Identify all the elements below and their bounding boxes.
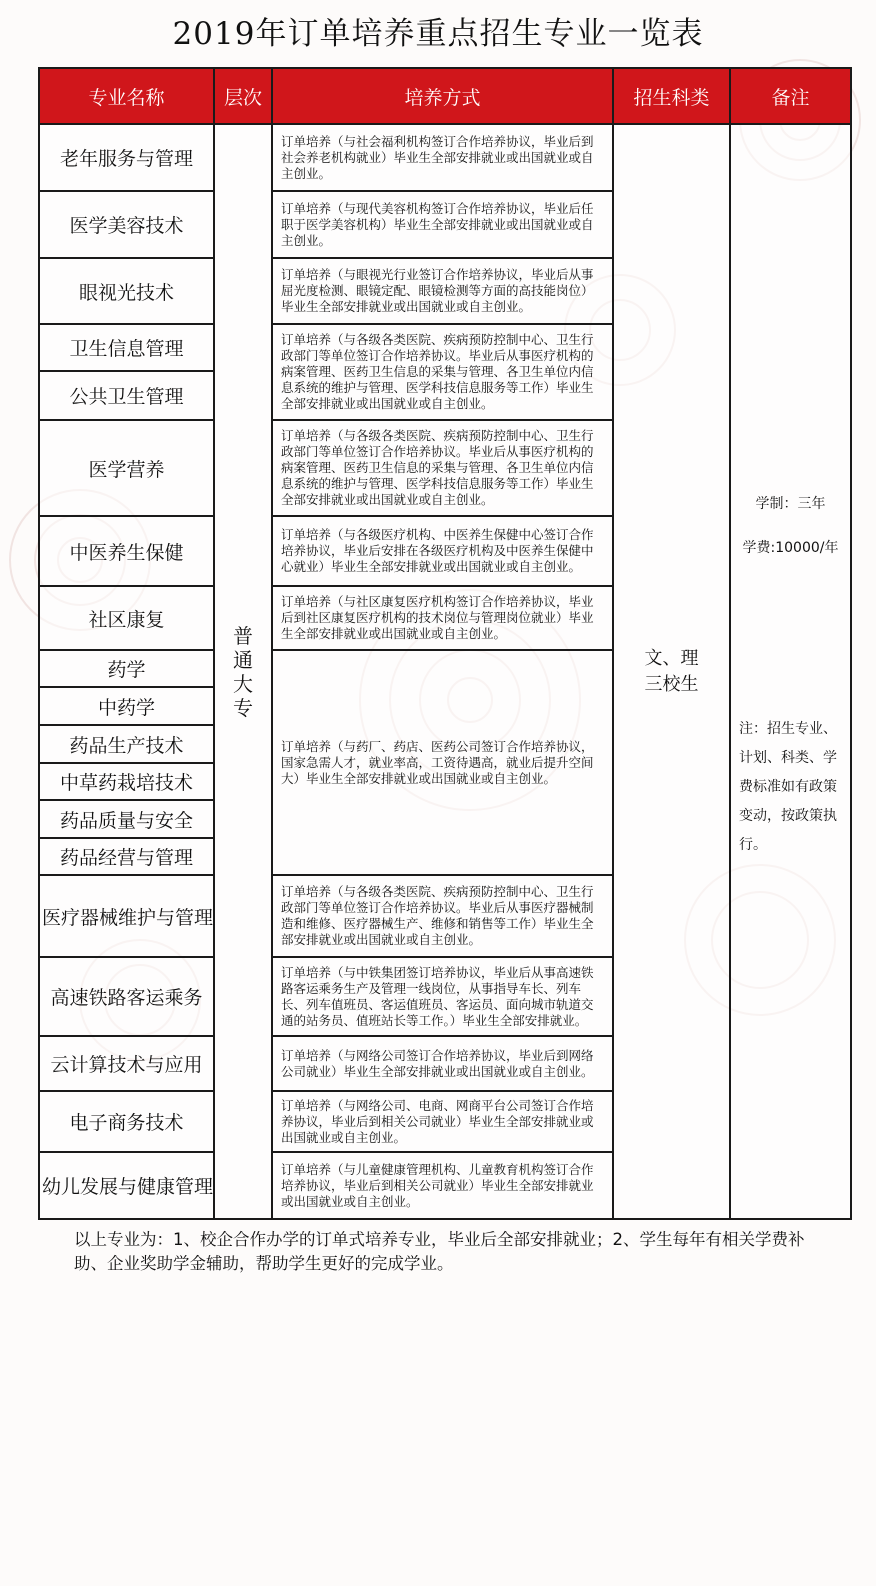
footnote: 以上专业为：1、校企合作办学的订单式培养专业，毕业后全部安排就业；2、学生每年有相关学费补助、企业奖助学金辅助，帮助学生更好的完成学业。 [74,1230,805,1273]
table-row [39,124,851,191]
table-header-row [39,68,851,124]
header-method: 培养方式 [272,68,613,124]
training-method: 订单培养（与眼视光行业签订合作培养协议，毕业后从事屈光度检测、眼镜定配、眼镜检测等方面的高技能岗位）毕业生全部安排就业或出国就业或自主创业。 [272,258,613,324]
header-remark: 备注 [730,68,851,124]
category-cell [613,124,730,1219]
major-name: 药学 [39,650,214,687]
training-method: 订单培养（与儿童健康管理机构、儿童教育机构签订合作培养协议，毕业后到相关公司就业）毕业生全部安排就业或出国就业或自主创业。 [272,1152,613,1219]
training-method: 订单培养（与中铁集团签订培养协议，毕业后从事高速铁路客运乘务生产及管理一线岗位，从事指导车长、列车长、列车值班员、客运值班员、客运员、面向城市轨道交通的站务员、值班站长等工作。）毕业生全部安排就业。 [272,957,613,1036]
majors-table [38,67,852,1220]
training-method: 订单培养（与各级各类医院、疾病预防控制中心、卫生行政部门等单位签订合作培养协议。毕业后从事医疗机构的病案管理、医药卫生信息的采集与管理、各卫生单位内信息系统的维护与管理、医学科技信息服务等工作）毕业生全部安排就业或出国就业或自主创业。 [272,324,613,420]
training-method: 订单培养（与各级各类医院、疾病预防控制中心、卫生行政部门等单位签订合作培养协议。毕业后从事医疗器械制造和维修、医疗器械生产、维修和销售等工作）毕业生全部安排就业或出国就业或自主创业。 [272,875,613,957]
training-method: 订单培养（与药厂、药店、医药公司签订合作培养协议，国家急需人才，就业率高，工资待遇高，就业后提升空间大）毕业生全部安排就业或出国就业或自主创业。 [272,650,613,875]
training-method: 订单培养（与各级医疗机构、中医养生保健中心签订合作培养协议，毕业后安排在各级医疗机构及中医养生保健中心就业）毕业生全部安排就业或出国就业或自主创业。 [272,516,613,586]
remark-duration: 学制：三年 [755,496,826,512]
major-name: 社区康复 [39,586,214,650]
major-name: 幼儿发展与健康管理 [39,1152,214,1219]
major-name: 高速铁路客运乘务 [39,957,214,1036]
major-name: 中药学 [39,687,214,725]
major-name: 医学美容技术 [39,191,214,258]
major-name: 公共卫生管理 [39,371,214,420]
training-method: 订单培养（与网络公司签订合作培养协议，毕业后到网络公司就业）毕业生全部安排就业或出国就业或自主创业。 [272,1036,613,1091]
training-method: 订单培养（与各级各类医院、疾病预防控制中心、卫生行政部门等单位签订合作培养协议。毕业后从事医疗机构的病案管理、医药卫生信息的采集与管理、各卫生单位内信息系统的维护与管理、医学科技信息服务等工作）毕业生全部安排就业或出国就业或自主创业。 [272,420,613,516]
header-level: 层次 [214,68,272,124]
major-name: 医学营养 [39,420,214,516]
remark-fee: 学费:10000/年 [742,540,839,556]
major-name: 电子商务技术 [39,1091,214,1152]
training-method: 订单培养（与现代美容机构签订合作培养协议，毕业后任职于医学美容机构）毕业生全部安排就业或出国就业或自主创业。 [272,191,613,258]
major-name: 云计算技术与应用 [39,1036,214,1091]
major-name: 眼视光技术 [39,258,214,324]
level-cell [214,124,272,1219]
major-name: 医疗器械维护与管理 [39,875,214,957]
major-name: 药品质量与安全 [39,800,214,838]
training-method: 订单培养（与社会福利机构签订合作培养协议，毕业后到社会养老机构就业）毕业生全部安排就业或出国就业或自主创业。 [272,124,613,191]
major-name: 老年服务与管理 [39,124,214,191]
major-name: 中草药栽培技术 [39,763,214,800]
remark-cell [730,124,851,1219]
major-name: 卫生信息管理 [39,324,214,371]
remark-note: 注：招生专业、计划、科类、学费标准如有政策变动，按政策执行。 [739,721,837,853]
training-method: 订单培养（与网络公司、电商、网商平台公司签订合作培养协议，毕业后到相关公司就业）毕业生全部安排就业或出国就业或自主创业。 [272,1091,613,1152]
major-name: 中医养生保健 [39,516,214,586]
page-title: 2019年订单培养重点招生专业一览表 [172,16,704,52]
category-text: 文、理 三校生 [644,647,699,695]
training-method: 订单培养（与社区康复医疗机构签订合作培养协议，毕业后到社区康复医疗机构的技术岗位与管理岗位就业）毕业生全部安排就业或出国就业或自主创业。 [272,586,613,650]
major-name: 药品生产技术 [39,725,214,763]
header-major-name: 专业名称 [39,68,214,124]
level-text: 普 通 大 专 [233,623,253,720]
header-category: 招生科类 [613,68,730,124]
major-name: 药品经营与管理 [39,838,214,875]
